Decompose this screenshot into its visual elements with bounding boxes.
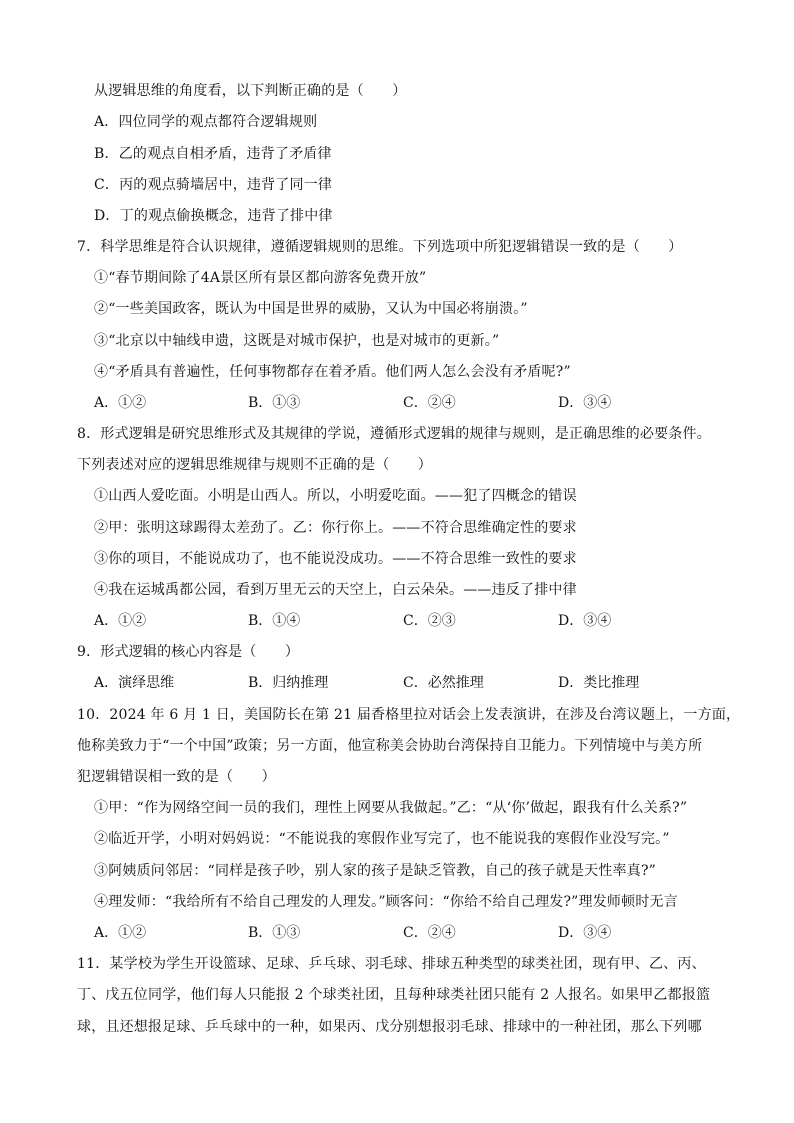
q8-choice-b: B．①④ (248, 613, 301, 629)
q7-item-3: ③“北京以中轴线申遗，这既是对城市保护，也是对城市的更新。” (94, 333, 500, 349)
q8-choice-c: C．②③ (403, 613, 456, 629)
q9-choices (94, 673, 734, 693)
q7-item-2: ②“一些美国政客，既认为中国是世界的威胁，又认为中国必将崩溃。” (94, 301, 528, 317)
q8-choice-a: A．①② (94, 613, 147, 629)
q8-stem-line2: 下列表述对应的逻辑思维规律与规则不正确的是（ ） (77, 457, 432, 473)
q7-stem: 7．科学思维是符合认识规律，遵循逻辑规则的思维。下列选项中所犯逻辑错误一致的是（ ） (77, 239, 683, 255)
q9-choice-a: A．演绎思维 (94, 675, 175, 691)
q10-choice-c: C．②④ (403, 925, 456, 941)
q6-stem: 从逻辑思维的角度看，以下判断正确的是（ ） (94, 83, 407, 99)
q7-choice-a: A．①② (94, 395, 147, 411)
q8-item-2: ②甲：张明这球踢得太差劲了。乙：你行你上。——不符合思维确定性的要求 (94, 520, 577, 536)
q10-item-2: ②临近开学，小明对妈妈说：“不能说我的寒假作业写完了，也不能说我的寒假作业没写完。” (94, 831, 670, 847)
q8-choices (94, 611, 734, 631)
q10-choices (94, 923, 734, 943)
q8-item-3: ③你的项目，不能说成功了，也不能说没成功。——不符合思维一致性的要求 (94, 551, 577, 567)
q9-choice-b: B．归纳推理 (248, 675, 329, 691)
q10-stem-line2: 他称美致力于“一个中国”政策；另一方面，他宣称美会协助台湾保持自卫能力。下列情境中与美方所 (77, 738, 703, 754)
q9-stem: 9．形式逻辑的核心内容是（ ） (77, 644, 300, 660)
q9-choice-c: C．必然推理 (403, 675, 484, 691)
q6-option-a: A．四位同学的观点都符合逻辑规则 (94, 114, 318, 130)
q7-choice-d: D．③④ (558, 395, 612, 411)
q9-choice-d: D．类比推理 (558, 675, 640, 691)
q7-item-1: ①“春节期间除了4A景区所有景区都向游客免费开放” (94, 270, 427, 286)
q8-item-4: ④我在运城禹都公园，看到万里无云的天空上，白云朵朵。——违反了排中律 (94, 582, 577, 598)
q10-stem-line3: 犯逻辑错误相一致的是（ ） (77, 769, 276, 785)
q10-item-4: ④理发师：“我给所有不给自己理发的人理发。”顾客问：“你给不给自己理发?”理发师顿时无言 (94, 894, 678, 910)
q6-option-c: C．丙的观点骑墙居中，违背了同一律 (94, 177, 333, 193)
q11-stem-line1: 11．某学校为学生开设篮球、足球、乒乓球、羽毛球、排球五种类型的球类社团，现有甲、乙、丙、 (77, 956, 706, 972)
q10-stem-line1: 10．2024 年 6 月 1 日，美国防长在第 21 届香格里拉对话会上发表演讲，在涉及台湾议题上，一方面， (77, 707, 741, 723)
q6-option-b: B．乙的观点自相矛盾，违背了矛盾律 (94, 146, 332, 162)
q8-stem-line1: 8．形式逻辑是研究思维形式及其规律的学说，遵循形式逻辑的规律与规则，是正确思维的必要条件。 (77, 426, 711, 442)
q10-choice-d: D．③④ (558, 925, 612, 941)
q8-choice-d: D．③④ (558, 613, 612, 629)
q10-item-1: ①甲：“作为网络空间一员的我们，理性上网要从我做起。”乙：“从‘你’做起，跟我有什么关系?” (94, 800, 688, 816)
q11-stem-line3: 球，且还想报足球、乒乓球中的一种，如果丙、戊分别想报羽毛球、排球中的一种社团，那么下列哪 (77, 1019, 702, 1035)
q10-choice-b: B．①③ (248, 925, 301, 941)
q7-choice-b: B．①③ (248, 395, 301, 411)
q6-option-d: D．丁的观点偷换概念，违背了排中律 (94, 208, 333, 224)
q7-item-4: ④“矛盾具有普遍性，任何事物都存在着矛盾。他们两人怎么会没有矛盾呢?” (94, 364, 571, 380)
q10-choice-a: A．①② (94, 925, 147, 941)
q7-choices (94, 393, 734, 413)
q11-stem-line2: 丁、戊五位同学，他们每人只能报 2 个球类社团，且每种球类社团只能有 2 人报名。如果甲乙都报篮 (77, 987, 711, 1003)
q7-choice-c: C．②④ (403, 395, 456, 411)
q10-item-3: ③阿姨质问邻居：“同样是孩子吵，别人家的孩子是缺乏管教，自己的孩子就是天性率真?” (94, 863, 657, 879)
q8-item-1: ①山西人爱吃面。小明是山西人。所以，小明爱吃面。——犯了四概念的错误 (94, 488, 577, 504)
